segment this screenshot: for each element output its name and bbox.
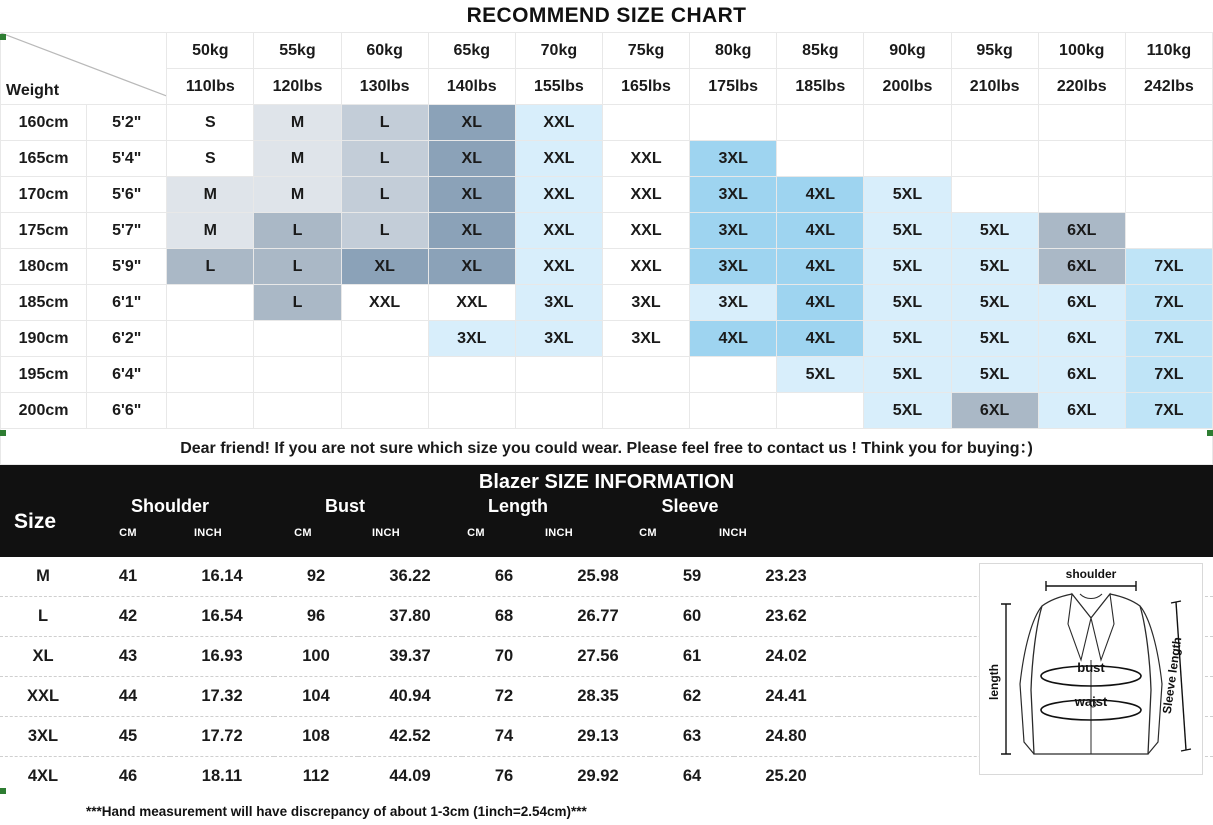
- cell-4-9: 5XL: [951, 249, 1038, 285]
- weight-lbs-7: 185lbs: [777, 69, 864, 105]
- height-ft-7: 6'4": [87, 357, 167, 393]
- recommend-size-chart-table: [0, 32, 1213, 465]
- cell-8-3: [428, 393, 515, 429]
- height-cm-3: 175cm: [1, 213, 87, 249]
- cell-7-5: [602, 357, 689, 393]
- cell-4-8: 5XL: [864, 249, 951, 285]
- meas-bust-cm-2: 100: [274, 637, 358, 677]
- weight-kg-6: 80kg: [690, 33, 777, 69]
- table-row: [1, 213, 1213, 249]
- meas-sleeve-in-2: 24.02: [734, 637, 838, 677]
- cell-2-7: 4XL: [777, 177, 864, 213]
- blazer-size-information-band: [0, 465, 1213, 557]
- meas-length-in-0: 25.98: [546, 557, 650, 597]
- meas-sleeve-cm-5: 64: [682, 767, 702, 785]
- cell-5-4: 3XL: [515, 285, 602, 321]
- meas-bust-cm-5: 112: [302, 767, 330, 785]
- cell-2-5: XXL: [602, 177, 689, 213]
- meas-length-cm-5: 76: [494, 767, 514, 785]
- cell-0-4: XXL: [515, 105, 602, 141]
- cell-6-10: 6XL: [1038, 321, 1125, 357]
- meas-bust-cm-4: 108: [274, 717, 358, 757]
- cell-6-7: 4XL: [777, 321, 864, 357]
- cell-3-7: 4XL: [777, 213, 864, 249]
- cell-5-7: 4XL: [777, 285, 864, 321]
- cell-4-2: XL: [341, 249, 428, 285]
- meas-sleeve-in-4: 24.80: [734, 717, 838, 757]
- cell-1-0: S: [167, 141, 254, 177]
- weight-lbs-4: 155lbs: [515, 69, 602, 105]
- meas-shoulder-cm-5: 46: [118, 767, 138, 785]
- table-row: [1, 357, 1213, 393]
- weight-lbs-10: 220lbs: [1038, 69, 1125, 105]
- cell-2-8: 5XL: [864, 177, 951, 213]
- cell-2-0: M: [167, 177, 254, 213]
- corner-marker-bottom-left: [0, 788, 6, 794]
- cell-4-11: 7XL: [1125, 249, 1212, 285]
- unit-header-length-cm: CM: [467, 527, 485, 539]
- cell-3-3: XL: [428, 213, 515, 249]
- cell-2-1: M: [254, 177, 341, 213]
- cell-1-2: L: [341, 141, 428, 177]
- meas-shoulder-in-5: 18.11: [201, 767, 243, 785]
- size-column-header: Size: [14, 510, 57, 533]
- cell-8-2: [341, 393, 428, 429]
- meas-sleeve-in-0: 23.23: [734, 557, 838, 597]
- cell-5-11: 7XL: [1125, 285, 1212, 321]
- cell-4-7: 4XL: [777, 249, 864, 285]
- weight-label: Weight: [6, 82, 60, 99]
- meas-size-3: XXL: [0, 677, 86, 717]
- cell-7-3: [428, 357, 515, 393]
- cell-4-0: L: [167, 249, 254, 285]
- table-row: [1, 105, 1213, 141]
- height-cm-0: 160cm: [1, 105, 87, 141]
- contact-note-row: [1, 429, 1213, 465]
- cell-7-2: [341, 357, 428, 393]
- svg-text:shoulder: shoulder: [1065, 567, 1117, 581]
- meas-length-cm-0: 66: [462, 557, 546, 597]
- cell-1-10: [1038, 141, 1125, 177]
- corner-marker-mid-right: [1207, 430, 1213, 436]
- weight-lbs-2: 130lbs: [341, 69, 428, 105]
- cell-0-9: [951, 105, 1038, 141]
- meas-shoulder-cm-3: 44: [86, 677, 170, 717]
- meas-bust-cm-1: 96: [274, 597, 358, 637]
- cell-6-5: 3XL: [602, 321, 689, 357]
- weight-kg-9: 95kg: [951, 33, 1038, 69]
- cell-0-1: M: [254, 105, 341, 141]
- height-ft-8: 6'6": [87, 393, 167, 429]
- cell-2-6: 3XL: [690, 177, 777, 213]
- cell-2-4: XXL: [515, 177, 602, 213]
- cell-1-11: [1125, 141, 1212, 177]
- height-cm-5: 185cm: [1, 285, 87, 321]
- cell-8-10: 6XL: [1038, 393, 1125, 429]
- group-header-sleeve: Sleeve: [661, 496, 719, 516]
- cell-8-11: 7XL: [1125, 393, 1212, 429]
- cell-3-1: L: [254, 213, 341, 249]
- meas-size-5: 4XL: [27, 767, 59, 785]
- cell-6-6: 4XL: [690, 321, 777, 357]
- cell-2-2: L: [341, 177, 428, 213]
- meas-length-in-2: 27.56: [546, 637, 650, 677]
- meas-sleeve-cm-2: 61: [650, 637, 734, 677]
- cell-7-4: [515, 357, 602, 393]
- cell-6-2: [341, 321, 428, 357]
- table-row: [1, 249, 1213, 285]
- cell-8-0: [167, 393, 254, 429]
- unit-header-shoulder-cm: CM: [119, 527, 137, 539]
- meas-bust-cm-0: 92: [274, 557, 358, 597]
- weight-kg-11: 110kg: [1125, 33, 1212, 69]
- cell-8-7: [777, 393, 864, 429]
- cell-3-8: 5XL: [864, 213, 951, 249]
- blazer-size-information-header: [0, 494, 1213, 552]
- svg-text:bust: bust: [1077, 660, 1105, 675]
- height-ft-0: 5'2": [87, 105, 167, 141]
- table-row: [1, 285, 1213, 321]
- cell-1-9: [951, 141, 1038, 177]
- cell-7-7: 5XL: [777, 357, 864, 393]
- meas-length-in-5: 29.92: [577, 767, 619, 785]
- cell-0-2: L: [341, 105, 428, 141]
- height-cm-4: 180cm: [1, 249, 87, 285]
- meas-shoulder-cm-1: 42: [86, 597, 170, 637]
- weight-kg-8: 90kg: [864, 33, 951, 69]
- unit-header-sleeve-inch: INCH: [718, 527, 748, 539]
- meas-length-in-3: 28.35: [546, 677, 650, 717]
- table-row: [1, 321, 1213, 357]
- height-ft-3: 5'7": [87, 213, 167, 249]
- cell-2-11: [1125, 177, 1212, 213]
- corner-marker-top-left: [0, 34, 6, 40]
- meas-shoulder-cm-4: 45: [86, 717, 170, 757]
- cell-0-7: [777, 105, 864, 141]
- weight-lbs-1: 120lbs: [254, 69, 341, 105]
- weight-lbs-8: 200lbs: [864, 69, 951, 105]
- weight-kg-4: 70kg: [515, 33, 602, 69]
- cell-3-0: M: [167, 213, 254, 249]
- weight-lbs-3: 140lbs: [428, 69, 515, 105]
- cell-5-3: XXL: [428, 285, 515, 321]
- cell-6-1: [254, 321, 341, 357]
- meas-sleeve-in-3: 24.41: [734, 677, 838, 717]
- cell-5-8: 5XL: [864, 285, 951, 321]
- meas-bust-in-5: 44.09: [389, 767, 431, 785]
- cell-7-11: 7XL: [1125, 357, 1212, 393]
- blazer-size-information-title: Blazer SIZE INFORMATION: [478, 471, 735, 493]
- meas-bust-in-0: 36.22: [358, 557, 462, 597]
- cell-3-2: L: [341, 213, 428, 249]
- meas-size-2: XL: [0, 637, 86, 677]
- cell-3-4: XXL: [515, 213, 602, 249]
- meas-bust-in-2: 39.37: [358, 637, 462, 677]
- cell-7-9: 5XL: [951, 357, 1038, 393]
- cell-5-2: XXL: [341, 285, 428, 321]
- weight-corner-cell: [1, 33, 167, 105]
- weights-kg-row: [1, 33, 1213, 69]
- cell-3-9: 5XL: [951, 213, 1038, 249]
- cell-0-0: S: [167, 105, 254, 141]
- meas-shoulder-in-2: 16.93: [170, 637, 274, 677]
- cell-1-1: M: [254, 141, 341, 177]
- cell-7-0: [167, 357, 254, 393]
- cell-4-10: 6XL: [1038, 249, 1125, 285]
- measurement-disclaimer: ***Hand measurement will have discrepancy of about 1-3cm (1inch=2.54cm)***: [86, 804, 587, 819]
- cell-5-1: L: [254, 285, 341, 321]
- height-cm-8: 200cm: [1, 393, 87, 429]
- weights-lbs-row: [1, 69, 1213, 105]
- meas-bust-cm-3: 104: [274, 677, 358, 717]
- cell-5-5: 3XL: [602, 285, 689, 321]
- meas-length-cm-3: 72: [462, 677, 546, 717]
- cell-8-6: [690, 393, 777, 429]
- weight-kg-2: 60kg: [341, 33, 428, 69]
- weight-kg-3: 65kg: [428, 33, 515, 69]
- cell-3-11: [1125, 213, 1212, 249]
- cell-0-3: XL: [428, 105, 515, 141]
- weight-kg-7: 85kg: [777, 33, 864, 69]
- cell-1-4: XXL: [515, 141, 602, 177]
- weight-lbs-6: 175lbs: [690, 69, 777, 105]
- meas-sleeve-in-5: 25.20: [765, 767, 807, 785]
- cell-1-7: [777, 141, 864, 177]
- cell-4-1: L: [254, 249, 341, 285]
- cell-4-4: XXL: [515, 249, 602, 285]
- cell-1-5: XXL: [602, 141, 689, 177]
- cell-5-10: 6XL: [1038, 285, 1125, 321]
- blazer-measurements-section: [0, 557, 1213, 825]
- weight-kg-1: 55kg: [254, 33, 341, 69]
- meas-size-1: L: [0, 597, 86, 637]
- cell-2-3: XL: [428, 177, 515, 213]
- table-row: [1, 393, 1213, 429]
- cell-7-6: [690, 357, 777, 393]
- cell-8-9: 6XL: [951, 393, 1038, 429]
- cell-6-11: 7XL: [1125, 321, 1212, 357]
- cell-1-3: XL: [428, 141, 515, 177]
- meas-length-cm-2: 70: [462, 637, 546, 677]
- cell-8-1: [254, 393, 341, 429]
- meas-length-cm-4: 74: [462, 717, 546, 757]
- height-ft-2: 5'6": [87, 177, 167, 213]
- unit-header-shoulder-inch: INCH: [193, 527, 223, 539]
- meas-length-cm-1: 68: [462, 597, 546, 637]
- meas-sleeve-cm-3: 62: [650, 677, 734, 717]
- height-cm-6: 190cm: [1, 321, 87, 357]
- recommend-size-chart-title: RECOMMEND SIZE CHART: [466, 4, 747, 27]
- meas-sleeve-in-1: 23.62: [734, 597, 838, 637]
- meas-size-4: 3XL: [0, 717, 86, 757]
- cell-0-10: [1038, 105, 1125, 141]
- table-row: [1, 177, 1213, 213]
- cell-6-4: 3XL: [515, 321, 602, 357]
- group-header-bust: Bust: [325, 496, 365, 516]
- weight-lbs-9: 210lbs: [951, 69, 1038, 105]
- blazer-diagram: [979, 563, 1203, 775]
- contact-note: Dear friend! If you are not sure which size you could wear. Please feel free to contact us ! Think you for buying：): [1, 429, 1213, 465]
- meas-sleeve-cm-1: 60: [650, 597, 734, 637]
- cell-1-6: 3XL: [690, 141, 777, 177]
- meas-length-in-4: 29.13: [546, 717, 650, 757]
- meas-sleeve-cm-4: 63: [650, 717, 734, 757]
- cell-2-9: [951, 177, 1038, 213]
- height-cm-7: 195cm: [1, 357, 87, 393]
- table-row: [1, 141, 1213, 177]
- weight-kg-5: 75kg: [602, 33, 689, 69]
- cell-4-5: XXL: [602, 249, 689, 285]
- weight-lbs-5: 165lbs: [602, 69, 689, 105]
- height-cm-2: 170cm: [1, 177, 87, 213]
- cell-0-6: [690, 105, 777, 141]
- meas-bust-in-1: 37.80: [358, 597, 462, 637]
- unit-header-bust-inch: INCH: [371, 527, 401, 539]
- svg-text:waist: waist: [1074, 694, 1108, 709]
- cell-8-8: 5XL: [864, 393, 951, 429]
- height-ft-4: 5'9": [87, 249, 167, 285]
- meas-bust-in-3: 40.94: [358, 677, 462, 717]
- cell-6-8: 5XL: [864, 321, 951, 357]
- cell-5-0: [167, 285, 254, 321]
- cell-3-10: 6XL: [1038, 213, 1125, 249]
- unit-header-length-inch: INCH: [544, 527, 574, 539]
- meas-shoulder-cm-2: 43: [86, 637, 170, 677]
- svg-text:Sleeve length: Sleeve length: [1159, 636, 1185, 715]
- meas-bust-in-4: 42.52: [358, 717, 462, 757]
- cell-3-6: 3XL: [690, 213, 777, 249]
- svg-text:length: length: [987, 664, 1001, 700]
- height-ft-1: 5'4": [87, 141, 167, 177]
- weight-kg-0: 50kg: [167, 33, 254, 69]
- cell-7-8: 5XL: [864, 357, 951, 393]
- weight-lbs-11: 242lbs: [1125, 69, 1212, 105]
- cell-7-10: 6XL: [1038, 357, 1125, 393]
- meas-sleeve-cm-0: 59: [650, 557, 734, 597]
- cell-7-1: [254, 357, 341, 393]
- corner-marker-mid-left: [0, 430, 6, 436]
- meas-shoulder-cm-0: 41: [86, 557, 170, 597]
- unit-header-sleeve-cm: CM: [639, 527, 657, 539]
- cell-4-3: XL: [428, 249, 515, 285]
- cell-2-10: [1038, 177, 1125, 213]
- cell-8-4: [515, 393, 602, 429]
- cell-3-5: XXL: [602, 213, 689, 249]
- meas-length-in-1: 26.77: [546, 597, 650, 637]
- meas-shoulder-in-0: 16.14: [170, 557, 274, 597]
- cell-6-0: [167, 321, 254, 357]
- cell-8-5: [602, 393, 689, 429]
- height-ft-5: 6'1": [87, 285, 167, 321]
- group-header-length: Length: [488, 496, 548, 516]
- meas-shoulder-in-3: 17.32: [170, 677, 274, 717]
- cell-0-5: [602, 105, 689, 141]
- cell-0-11: [1125, 105, 1212, 141]
- weight-lbs-0: 110lbs: [167, 69, 254, 105]
- meas-shoulder-in-4: 17.72: [170, 717, 274, 757]
- cell-1-8: [864, 141, 951, 177]
- group-header-shoulder: Shoulder: [130, 496, 209, 516]
- weight-kg-10: 100kg: [1038, 33, 1125, 69]
- cell-6-3: 3XL: [428, 321, 515, 357]
- cell-6-9: 5XL: [951, 321, 1038, 357]
- meas-size-0: M: [0, 557, 86, 597]
- cell-0-8: [864, 105, 951, 141]
- meas-shoulder-in-1: 16.54: [170, 597, 274, 637]
- cell-5-9: 5XL: [951, 285, 1038, 321]
- height-cm-1: 165cm: [1, 141, 87, 177]
- unit-header-bust-cm: CM: [294, 527, 312, 539]
- cell-4-6: 3XL: [690, 249, 777, 285]
- cell-5-6: 3XL: [690, 285, 777, 321]
- height-ft-6: 6'2": [87, 321, 167, 357]
